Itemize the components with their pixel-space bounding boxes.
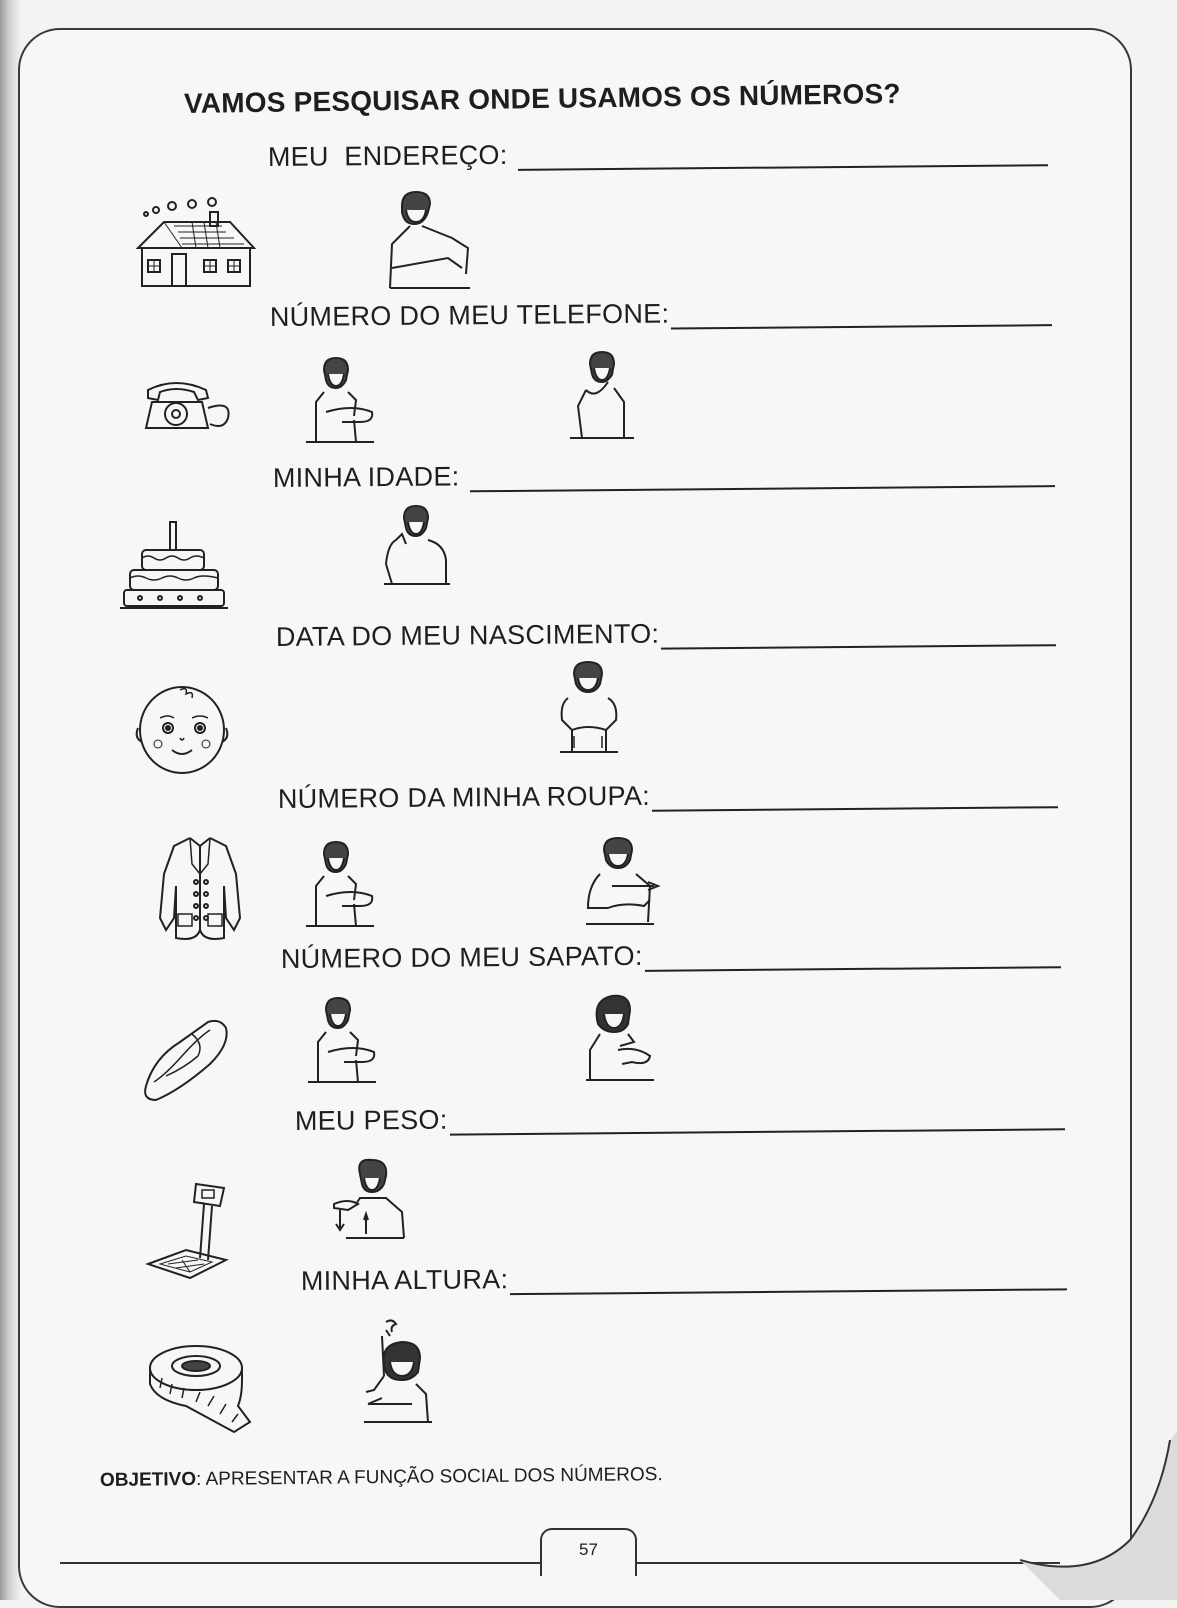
worksheet-title: VAMOS PESQUISAR ONDE USAMOS OS NÚMEROS? — [183, 77, 901, 119]
answer-line-phone[interactable] — [671, 304, 1052, 329]
page-number: 57 — [540, 1528, 637, 1576]
row-label-clothes-size: NÚMERO DA MINHA ROUPA: — [277, 780, 651, 815]
row-label-height: MINHA ALTURA: — [300, 1264, 509, 1296]
house-icon — [134, 192, 258, 290]
sign-language-person-icon — [382, 504, 454, 588]
baby-face-icon — [134, 682, 230, 776]
row-label-phone: NÚMERO DO MEU TELEFONE: — [269, 298, 670, 333]
objective-label: OBJETIVO — [99, 1468, 197, 1491]
sign-language-person-icon — [584, 994, 658, 1084]
row-label-weight: MEU PESO: — [294, 1104, 448, 1136]
sign-language-person-icon — [362, 1318, 434, 1428]
sign-language-person-icon — [388, 188, 472, 292]
row-label-age: MINHA IDADE: — [272, 461, 460, 494]
answer-line-shoe-size[interactable] — [645, 946, 1061, 972]
row-label-shoe-size: NÚMERO DO MEU SAPATO: — [280, 940, 643, 975]
sign-language-person-icon — [306, 996, 382, 1088]
shoe-icon — [140, 1016, 232, 1106]
row-label-address: MEU ENDEREÇO: — [267, 139, 508, 173]
sign-language-person-icon — [304, 840, 380, 932]
telephone-icon — [140, 378, 232, 434]
page-curl — [1020, 1430, 1177, 1600]
sign-language-person-icon — [558, 660, 622, 758]
sign-language-person-icon — [584, 836, 666, 928]
sign-language-person-icon — [332, 1158, 408, 1244]
jacket-icon — [156, 834, 244, 946]
sign-language-person-icon — [304, 356, 380, 448]
row-label-birth-date: DATA DO MEU NASCIMENTO: — [275, 618, 660, 653]
answer-line-clothes-size[interactable] — [652, 786, 1058, 812]
scale-icon — [146, 1180, 230, 1280]
sign-language-person-icon — [568, 350, 638, 444]
answer-line-birth-date[interactable] — [661, 624, 1056, 649]
objective-text: : APRESENTAR A FUNÇÃO SOCIAL DOS NÚMEROS. — [195, 1464, 663, 1490]
answer-line-address[interactable] — [518, 144, 1048, 171]
birthday-cake-icon — [120, 520, 230, 612]
measuring-tape-icon — [146, 1340, 258, 1436]
